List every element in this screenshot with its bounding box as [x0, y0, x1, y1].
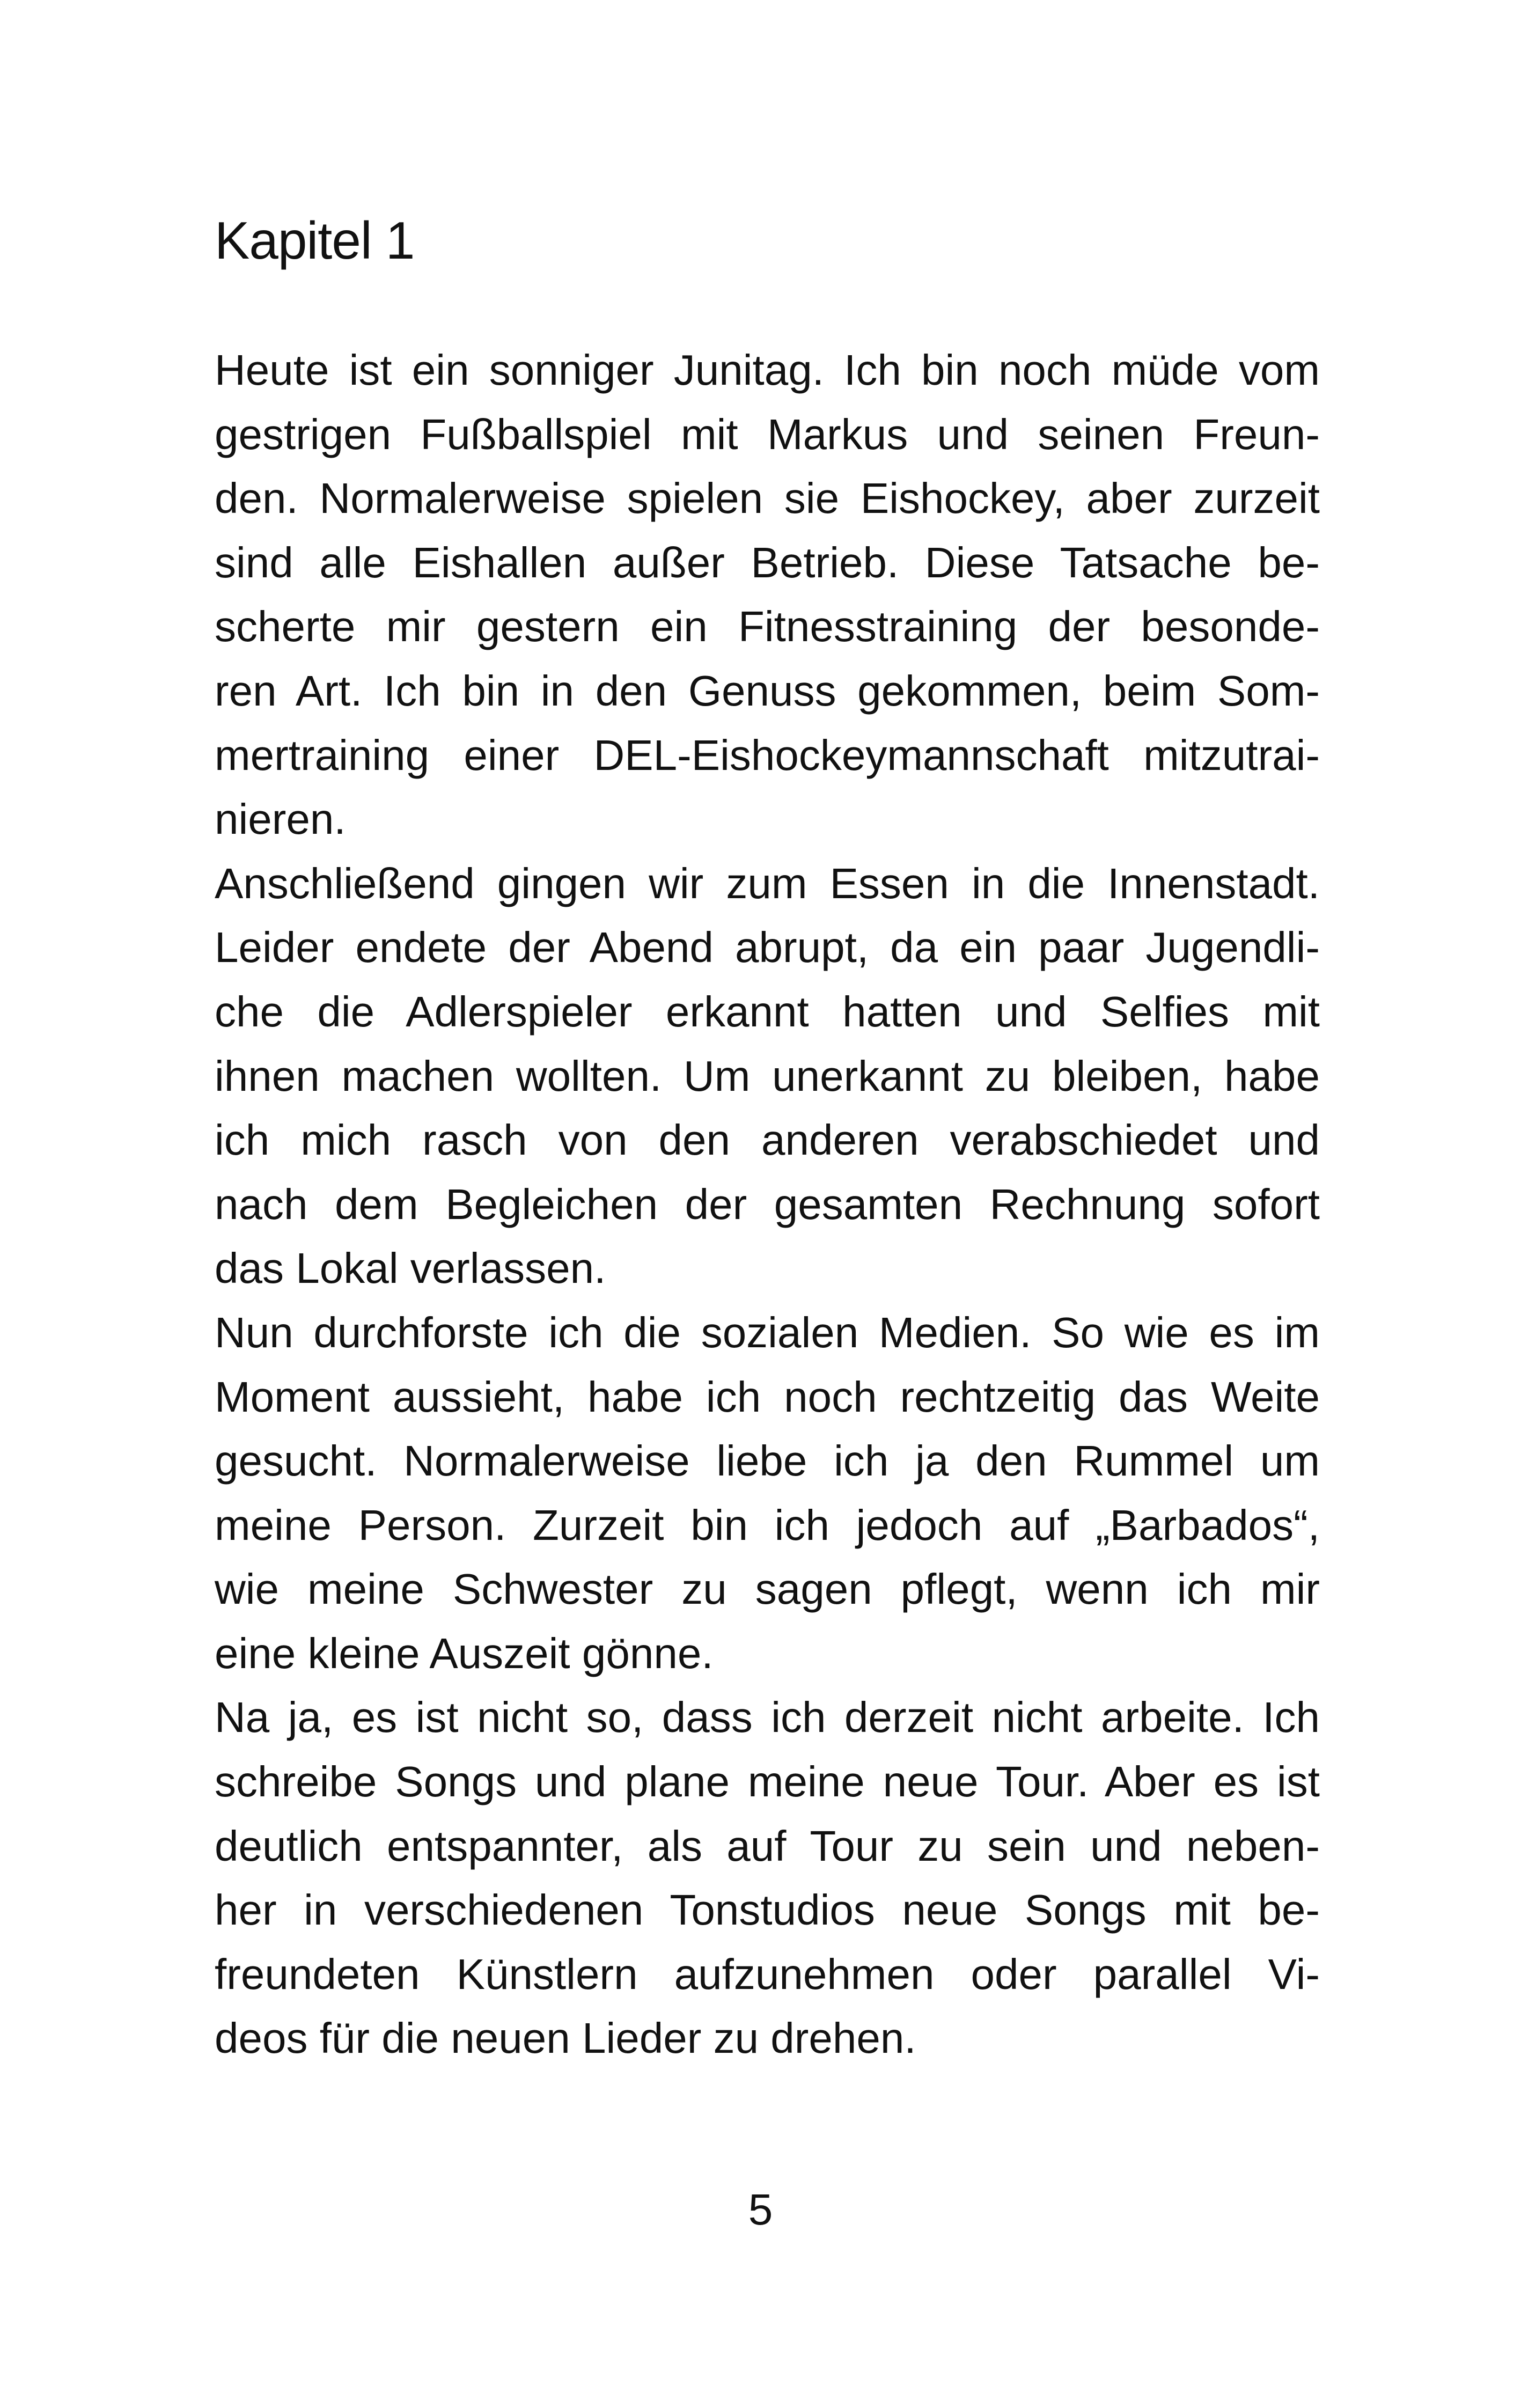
- text-line: Leider endete der Abend abrupt, da ein paar Jugendli-: [215, 923, 1320, 972]
- text-line: Anschließend gingen wir zum Essen in die Innenstadt.: [215, 859, 1320, 907]
- text-line: her in verschiedenen Tonstudios neue Songs mit be-: [215, 1886, 1320, 1934]
- text-line: freundeten Künstlern aufzunehmen oder parallel Vi-: [215, 1950, 1320, 1998]
- text-line: ren Art. Ich bin in den Genuss gekommen, beim Som-: [215, 666, 1320, 715]
- text-line: nach dem Begleichen der gesamten Rechnung sofort: [215, 1180, 1320, 1228]
- text-line: meine Person. Zurzeit bin ich jedoch auf „Barbados“,: [215, 1501, 1320, 1549]
- text-line: ich mich rasch von den anderen verabschiedet und: [215, 1116, 1320, 1164]
- text-line: deutlich entspannter, als auf Tour zu sein und neben-: [215, 1822, 1320, 1870]
- text-line: das Lokal verlassen.: [215, 1244, 606, 1293]
- text-line: Moment aussieht, habe ich noch rechtzeitig das Weite: [215, 1372, 1320, 1421]
- text-line: wie meine Schwester zu sagen pflegt, wenn ich mir: [215, 1565, 1320, 1613]
- text-line: Na ja, es ist nicht so, dass ich derzeit nicht arbeite. Ich: [215, 1693, 1320, 1742]
- text-line: den. Normalerweise spielen sie Eishockey, aber zurzeit: [215, 474, 1320, 523]
- text-line: schreibe Songs und plane meine neue Tour. Aber es ist: [215, 1758, 1320, 1806]
- text-line: gesucht. Normalerweise liebe ich ja den Rummel um: [215, 1437, 1320, 1485]
- chapter-body-text: [215, 338, 1320, 2071]
- text-line: che die Adlerspieler erkannt hatten und Selfies mit: [215, 987, 1320, 1036]
- text-line: Nun durchforste ich die sozialen Medien. So wie es im: [215, 1308, 1320, 1356]
- text-line: ihnen machen wollten. Um unerkannt zu bleiben, habe: [215, 1052, 1320, 1100]
- text-line: gestrigen Fußballspiel mit Markus und seinen Freun-: [215, 410, 1320, 458]
- text-line: scherte mir gestern ein Fitnesstraining der besonde-: [215, 603, 1320, 651]
- chapter-title: Kapitel 1: [215, 211, 415, 270]
- text-line: eine kleine Auszeit gönne.: [215, 1629, 714, 1677]
- text-line: mertraining einer DEL-Eishockeymannschaft mitzutrai-: [215, 731, 1320, 779]
- text-line: deos für die neuen Lieder zu drehen.: [215, 2014, 916, 2062]
- text-line: sind alle Eishallen außer Betrieb. Diese Tatsache be-: [215, 538, 1320, 586]
- text-line: nieren.: [215, 795, 346, 843]
- text-line: Heute ist ein sonniger Junitag. Ich bin noch müde vom: [215, 346, 1320, 394]
- page-number: 5: [748, 2185, 773, 2234]
